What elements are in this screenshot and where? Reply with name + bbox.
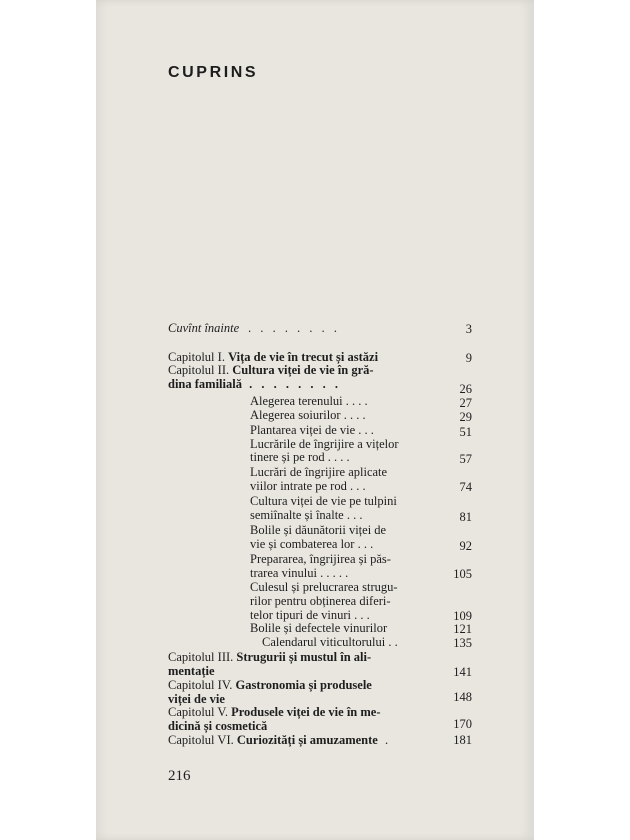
toc-page-number: 170	[453, 717, 472, 731]
toc-leader-dots: . . . . . . . .	[248, 321, 341, 335]
toc-section: Bolile și defectele vinurilor	[250, 621, 388, 635]
toc-entry-chapter-1	[168, 350, 378, 364]
toc-section: Culesul și prelucrarea strugu-	[250, 580, 398, 594]
chapter-title-line2: viței de vie	[168, 692, 225, 706]
toc-page-number: 74	[459, 480, 472, 494]
toc-page-number: 3	[465, 322, 472, 336]
toc-section: Calendarul viticultorului . .	[262, 635, 398, 649]
chapter-prefix: Capitolul I.	[168, 350, 225, 364]
toc-page-number: 29	[459, 410, 472, 424]
toc-entry-intro	[168, 321, 340, 335]
toc-section: trarea vinului . . . . .	[250, 566, 349, 580]
toc-section: Plantarea viței de vie . . .	[250, 423, 374, 437]
toc-entry-chapter-2	[168, 363, 374, 377]
chapter-prefix: Capitolul II.	[168, 363, 230, 377]
toc-page-number: 57	[459, 452, 472, 466]
toc-page-number: 26	[459, 382, 472, 396]
toc-section: Lucrări de îngrijire aplicate	[250, 465, 388, 479]
toc-page-number: 135	[453, 636, 472, 650]
toc-section: semiînalte și înalte . . .	[250, 508, 363, 522]
toc-section: telor tipuri de vinuri . . .	[250, 608, 370, 622]
toc-page-number: 121	[453, 622, 472, 636]
toc-section: Cultura viței de vie pe tulpini	[250, 494, 397, 508]
toc-entry-chapter-5	[168, 705, 381, 719]
toc-page-number: 9	[465, 351, 472, 365]
toc-section: Alegerea soiurilor . . . .	[250, 408, 366, 422]
toc-section: vie și combaterea lor . . .	[250, 537, 374, 551]
chapter-title-line1: Strugurii și mustul în ali-	[236, 650, 372, 664]
toc-page-number: 92	[459, 539, 472, 553]
toc-entry-chapter-4	[168, 678, 372, 692]
chapter-title-line1: Produsele viței de vie în me-	[231, 705, 381, 719]
chapter-prefix: Capitolul V.	[168, 705, 228, 719]
toc-section: Prepararea, îngrijirea și păs-	[250, 552, 391, 566]
toc-entry-label: Cuvînt înainte	[168, 321, 240, 335]
toc-page-number: 81	[459, 510, 472, 524]
chapter-title-line2: mentație	[168, 664, 215, 678]
toc-page-number: 109	[453, 609, 472, 623]
toc-page-number: 105	[453, 567, 472, 581]
toc-section: Bolile și dăunătorii viței de	[250, 523, 387, 537]
chapter-title: Vița de vie în trecut și astăzi	[228, 350, 379, 364]
chapter-title: Curiozități și amuzamente	[236, 733, 378, 747]
toc-section: Lucrările de îngrijire a vițelor	[250, 437, 399, 451]
toc-entry-chapter-2-cont	[168, 377, 341, 391]
toc-page-number: 51	[459, 425, 472, 439]
toc-leader-dots: .	[384, 733, 392, 747]
chapter-title-line2: dina familială	[168, 377, 242, 391]
chapter-title-line1: Gastronomia și produsele	[235, 678, 372, 692]
chapter-prefix: Capitolul VI.	[168, 733, 234, 747]
chapter-prefix: Capitolul IV.	[168, 678, 233, 692]
toc-section: rilor pentru obținerea diferi-	[250, 594, 391, 608]
toc-entry-chapter-3-cont	[168, 664, 215, 678]
chapter-title-line1: Cultura viței de vie în gră-	[232, 363, 374, 377]
toc-page-number: 181	[453, 733, 472, 747]
toc-entry-chapter-5-cont	[168, 719, 267, 733]
chapter-title-line2: dicină și cosmetică	[168, 719, 268, 733]
toc-leader-dots: . . . . . . . .	[249, 377, 341, 391]
toc-section: Alegerea terenului . . . .	[250, 394, 368, 408]
toc-entry-chapter-4-cont	[168, 692, 225, 706]
chapter-prefix: Capitolul III.	[168, 650, 234, 664]
toc-entry-chapter-3	[168, 650, 371, 664]
toc-page-number: 148	[453, 690, 472, 704]
toc-section: tinere și pe rod . . . .	[250, 450, 350, 464]
page-number: 216	[168, 768, 191, 784]
toc-page-number: 27	[459, 396, 472, 410]
toc-page-number: 141	[453, 665, 472, 679]
page-title: CUPRINS	[168, 64, 259, 81]
toc-entry-chapter-6	[168, 733, 391, 747]
toc-section: viilor intrate pe rod . . .	[250, 479, 366, 493]
